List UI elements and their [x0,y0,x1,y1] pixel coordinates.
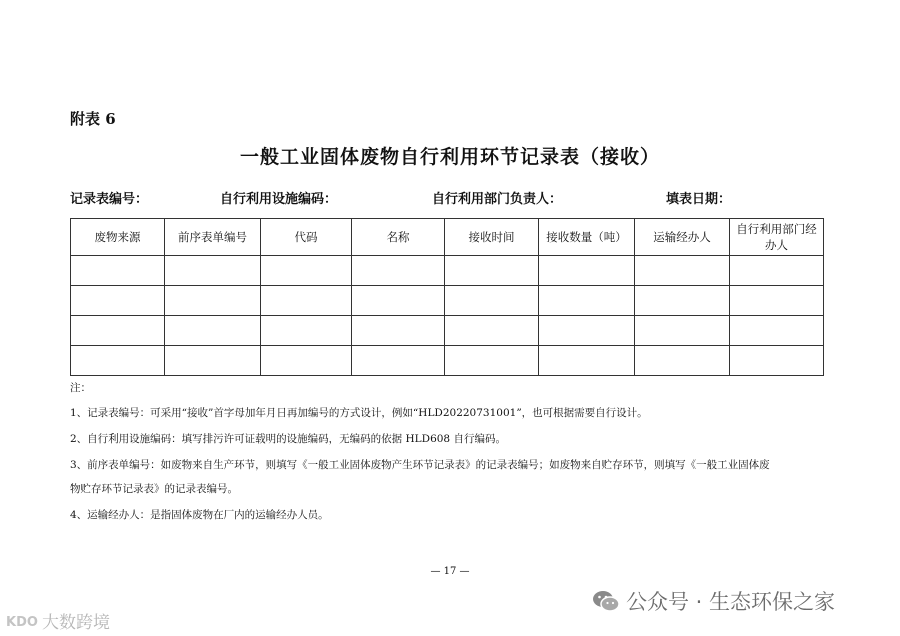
table-cell [261,316,352,346]
table-cell [635,256,730,286]
col-header: 名称 [352,219,445,256]
table-cell [165,346,261,376]
watermark-left-text: 大数跨境 [42,613,110,633]
col-header: 自行利用部门经办人 [730,219,824,256]
table-cell [635,346,730,376]
table-cell [445,286,539,316]
record-table [70,218,824,376]
table-cell [539,286,635,316]
table-cell [539,316,635,346]
appendix-label: 附表 6 [70,110,116,128]
table-cell [261,286,352,316]
table-cell [730,316,824,346]
note-line: 2、自行利用设施编码：填写排污许可证载明的设施编码，无编码的依据 HLD608 自行编码。 [70,433,506,445]
note-line: 物贮存环节记录表》的记录表编号。 [70,483,238,495]
table-row [71,346,824,376]
table-row [71,286,824,316]
table-cell [352,316,445,346]
facility-code-label: 自行利用设施编码： [220,192,338,207]
table-cell [539,256,635,286]
table-cell [539,346,635,376]
dept-head-label: 自行利用部门负责人： [432,192,563,207]
table-row [71,316,824,346]
table-cell [730,346,824,376]
note-line: 4、运输经办人：是指固体废物在厂内的运输经办人员。 [70,509,329,521]
table-cell [71,346,165,376]
table-cell [730,256,824,286]
fill-date-label: 填表日期： [666,192,732,207]
note-line: 3、前序表单编号：如废物来自生产环节，则填写《一般工业固体废物产生环节记录表》的记录表编号；如废物来自贮存环节，则填写《一般工业固体废 [70,459,770,471]
col-header: 代码 [261,219,352,256]
table-cell [71,316,165,346]
table-cell [165,316,261,346]
table-header-row [71,219,824,256]
col-header: 接收数量（吨） [539,219,635,256]
col-header: 废物来源 [71,219,165,256]
table-cell [352,256,445,286]
record-no-label: 记录表编号： [70,192,149,207]
watermark-right-text: 公众号 · 生态环保之家 [626,590,836,614]
table-cell [445,316,539,346]
page-number: — 17 — [430,566,470,577]
table-cell [71,256,165,286]
svg-text:KDO: KDO [6,614,38,630]
table-cell [445,346,539,376]
table-cell [165,256,261,286]
note-line: 1、记录表编号：可采用“接收”首字母加年月日再加编号的方式设计，例如“HLD20220731001”，也可根据需要自行设计。 [70,407,648,419]
table-row [71,256,824,286]
table-cell [71,286,165,316]
table-cell [635,286,730,316]
kdo-logo-icon [6,611,42,631]
wechat-icon [592,589,620,613]
table-cell [165,286,261,316]
table-cell [730,286,824,316]
page-title: 一般工业固体废物自行利用环节记录表（接收） [239,146,660,168]
table-cell [635,316,730,346]
table-cell [352,346,445,376]
watermark-left [6,608,110,633]
col-header: 接收时间 [445,219,539,256]
watermark-right [592,586,835,616]
note-heading: 注： [70,382,91,394]
table-cell [352,286,445,316]
table-cell [445,256,539,286]
col-header: 前序表单编号 [165,219,261,256]
table-cell [261,346,352,376]
table-cell [261,256,352,286]
col-header: 运输经办人 [635,219,730,256]
